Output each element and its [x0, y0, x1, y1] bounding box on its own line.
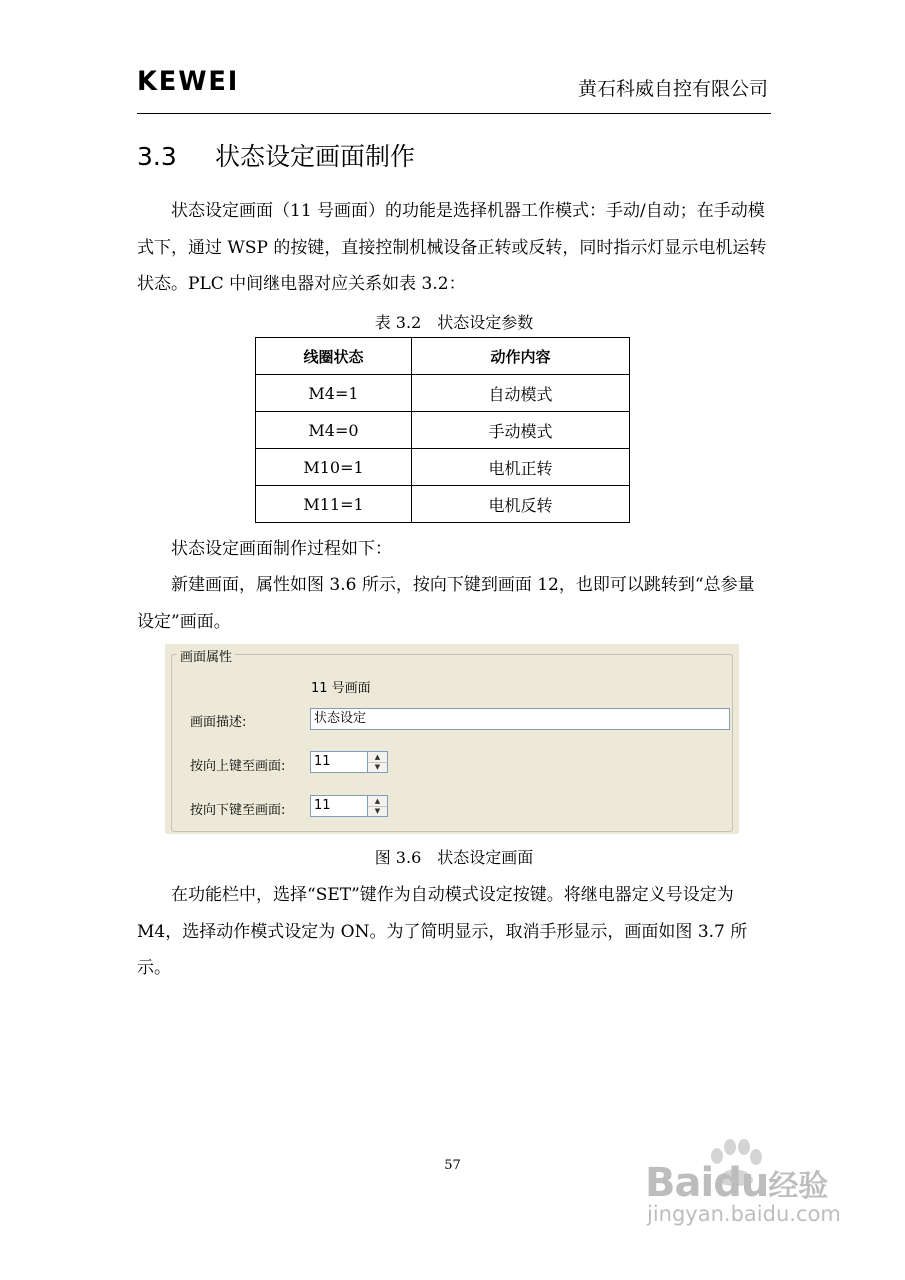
watermark-url: jingyan.baidu.com [647, 1202, 841, 1226]
table-header-row [256, 338, 630, 375]
baidu-watermark [645, 1160, 841, 1226]
table-caption: 表 3.2 状态设定参数 [374, 313, 534, 332]
spin-down-icon[interactable]: ▼ [374, 763, 381, 771]
table-row [256, 375, 630, 412]
up-key-label: 按向上键至画面: [190, 759, 286, 774]
column-header-action: 动作内容 [412, 338, 630, 375]
spin-up-icon[interactable]: ▲ [368, 752, 387, 763]
figure-caption: 图 3.6 状态设定画面 [374, 848, 534, 867]
page-number: 57 [444, 1158, 461, 1173]
screen-properties-dialog [165, 644, 739, 834]
table-row [256, 412, 630, 449]
down-key-label: 按向下键至画面: [190, 803, 286, 818]
company-logo: KEWEI [137, 66, 240, 97]
down-key-value[interactable]: 11 [310, 795, 367, 817]
table-cell: 自动模式 [412, 375, 630, 412]
up-key-spin-buttons[interactable] [367, 751, 388, 773]
company-name: 黄石科威自控有限公司 [577, 78, 768, 100]
function-bar-paragraph: 在功能栏中，选择“SET”键作为自动模式设定按键。将继电器定义号设定为 M4，选择动作模式设定为 ON。为了简明显示，取消手形显示，画面如图 3.7 所示。 [137, 885, 748, 978]
table-cell: M11=1 [256, 486, 412, 523]
description-input[interactable]: 状态设定 [310, 708, 730, 730]
table-cell: 电机正转 [412, 449, 630, 486]
up-key-value[interactable]: 11 [310, 751, 367, 773]
table-row [256, 449, 630, 486]
group-title: 画面属性 [177, 646, 235, 665]
column-header-coil-state: 线圈状态 [256, 338, 412, 375]
watermark-brand: Baidu [645, 1160, 769, 1206]
down-key-spin-buttons[interactable] [367, 795, 388, 817]
spin-down-icon[interactable]: ▼ [374, 807, 381, 815]
spin-up-icon[interactable]: ▲ [368, 796, 387, 807]
watermark-suffix: 经验 [768, 1169, 829, 1204]
screen-number-label: 11 号画面 [311, 681, 371, 696]
section-heading [137, 137, 415, 173]
parameter-table [255, 337, 630, 523]
new-screen-paragraph: 新建画面，属性如图 3.6 所示，按向下键到画面 12，也即可以跳转到“总参量设定”画面。 [137, 575, 755, 632]
table-cell: M4=1 [256, 375, 412, 412]
table-cell: 手动模式 [412, 412, 630, 449]
process-intro-paragraph: 状态设定画面制作过程如下： [171, 539, 392, 559]
up-key-spinner[interactable] [310, 751, 388, 773]
table-row [256, 486, 630, 523]
table-cell: M10=1 [256, 449, 412, 486]
header-divider [137, 113, 771, 114]
description-label: 画面描述: [190, 715, 247, 730]
section-number: 3.3 [137, 142, 177, 171]
table-cell: 电机反转 [412, 486, 630, 523]
section-title: 状态设定画面制作 [215, 142, 416, 171]
intro-paragraph: 状态设定画面（11 号画面）的功能是选择机器工作模式：手动/自动；在手动模式下，通过 WSP 的按键，直接控制机械设备正转或反转，同时指示灯显示电机运转状态。PLC 中间继电器对应关系如表 3.2： [137, 201, 767, 294]
down-key-spinner[interactable] [310, 795, 388, 817]
table-cell: M4=0 [256, 412, 412, 449]
